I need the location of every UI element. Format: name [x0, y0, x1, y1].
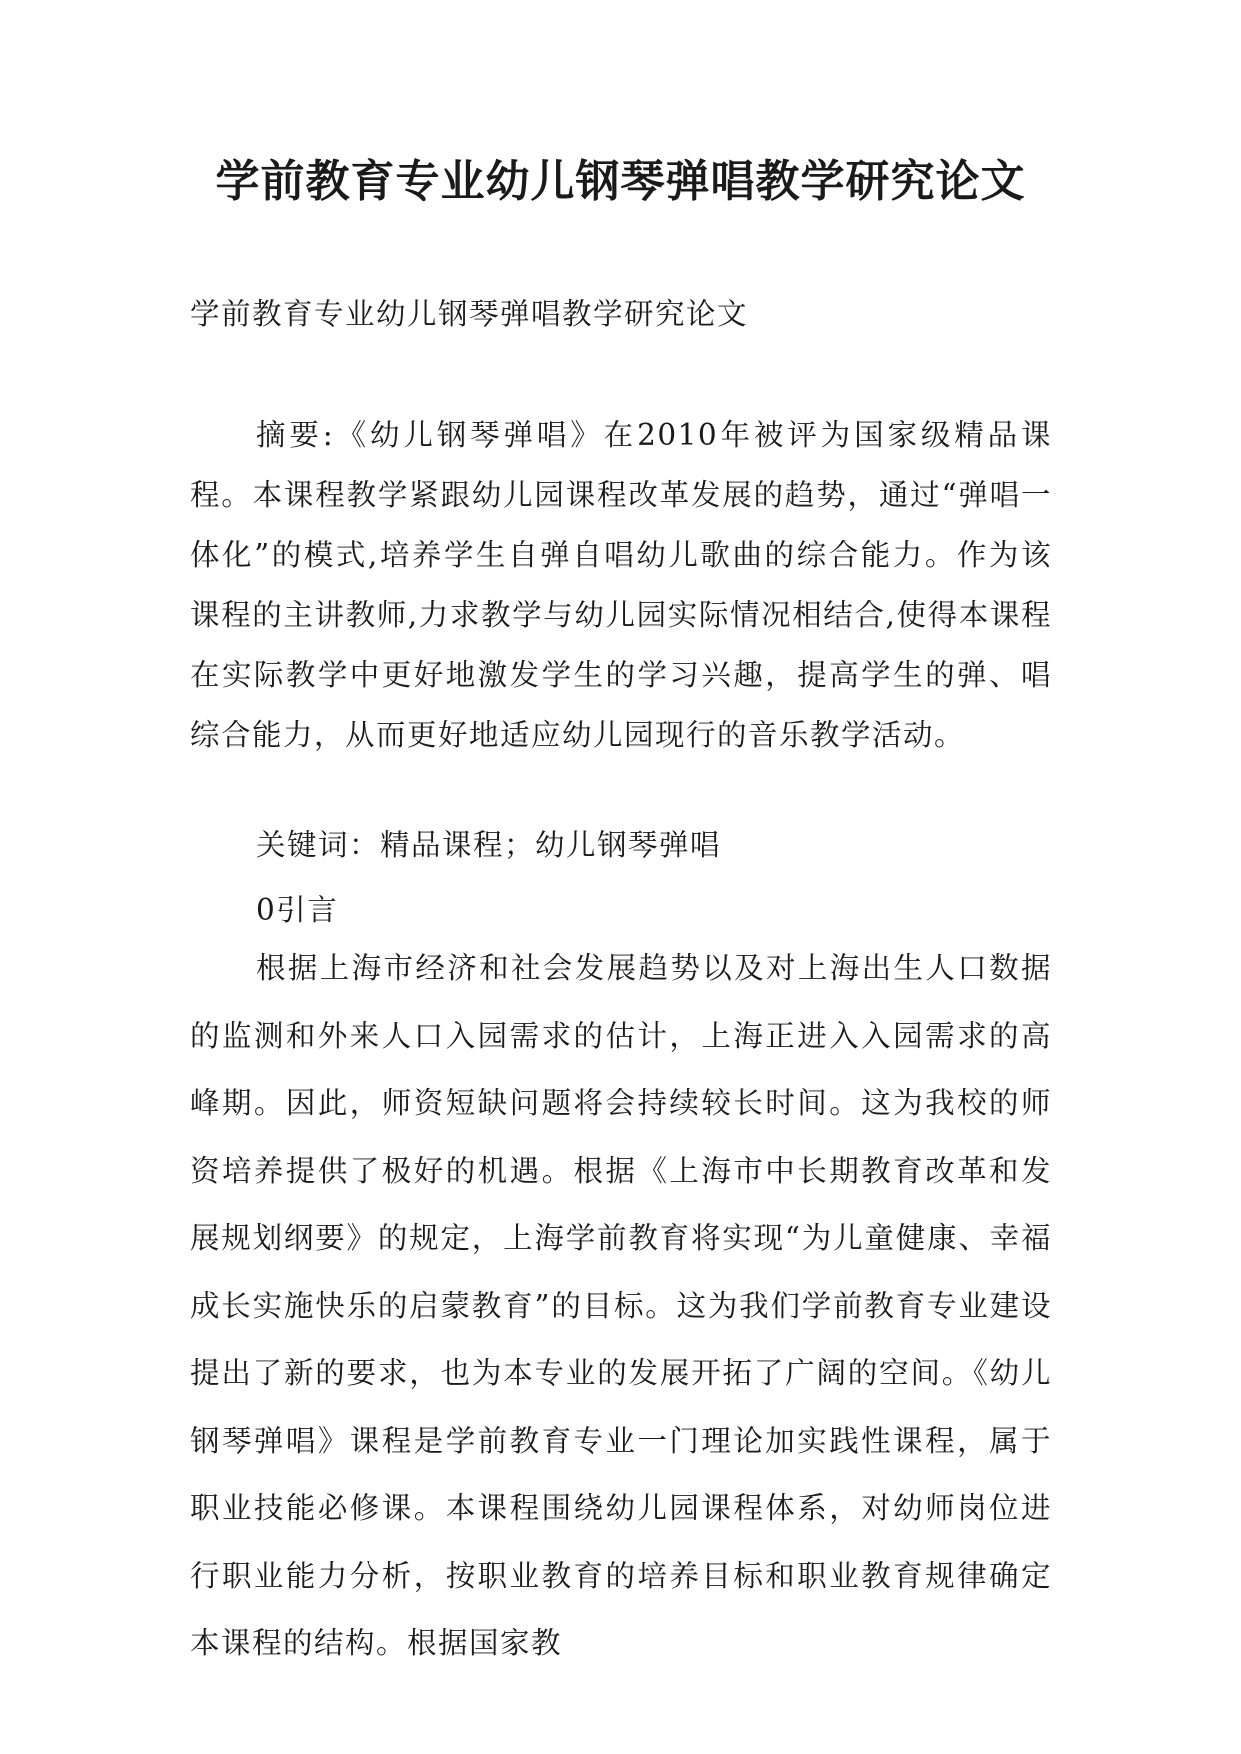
abstract-paragraph: 摘要:《幼儿钢琴弹唱》在2010年被评为国家级精品课程。本课程教学紧跟幼儿园课程改革发展的趋势，通过“弹唱一体化”的模式,培养学生自弹自唱幼儿歌曲的综合能力。作为该课程的主讲教师,力求教学与幼儿园实际情况相结合,使得本课程在实际教学中更好地激发学生的学习兴趣，提高学生的弹、唱综合能力，从而更好地适应幼儿园现行的音乐教学活动。 [190, 418, 1052, 752]
keywords-line: 关键词：精品课程；幼儿钢琴弹唱 [256, 828, 722, 862]
introduction-paragraph: 根据上海市经济和社会发展趋势以及对上海出生人口数据的监测和外来人口入园需求的估计，上海正进入入园需求的高峰期。因此，师资短缺问题将会持续较长时间。这为我校的师资培养提供了极好的机遇。根据《上海市中长期教育改革和发展规划纲要》的规定，上海学前教育将实现“为儿童健康、幸福成长实施快乐的启蒙教育”的目标。这为我们学前教育专业建设提出了新的要求，也为本专业的发展开拓了广阔的空间。《幼儿钢琴弹唱》课程是学前教育专业一门理论加实践性课程，属于职业技能必修课。本课程围绕幼儿园课程体系，对幼师岗位进行职业能力分析，按职业教育的培养目标和职业教育规律确定本课程的结构。根据国家教 [190, 951, 1052, 1660]
document-subtitle: 学前教育专业幼儿钢琴弹唱教学研究论文 [190, 297, 749, 331]
document-title: 学前教育专业幼儿钢琴弹唱教学研究论文 [215, 156, 1026, 207]
section-heading-introduction: 0引言 [256, 893, 339, 927]
